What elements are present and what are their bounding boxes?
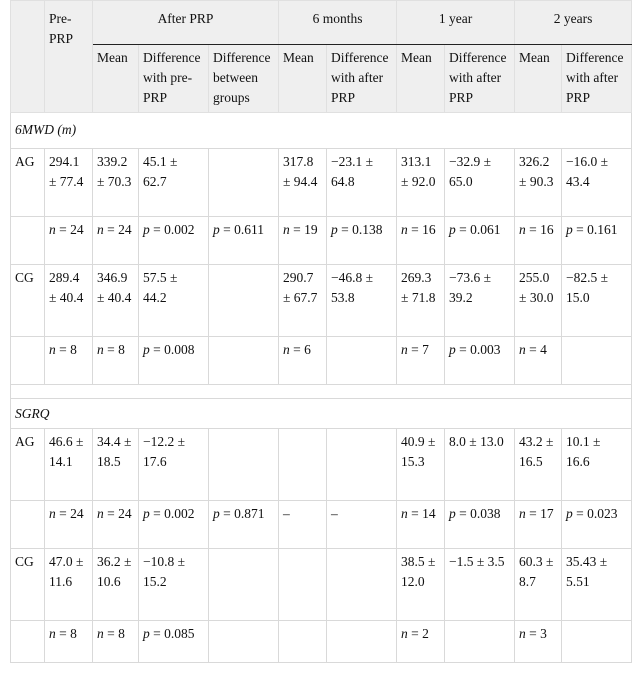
group-label xyxy=(11,501,45,549)
table-cell: p = 0.038 xyxy=(445,501,515,549)
header-pre-prp: Pre-PRP xyxy=(45,1,93,113)
table-cell xyxy=(209,429,279,501)
header-mean: Mean xyxy=(279,45,327,113)
table-cell: 317.8 ± 94.4 xyxy=(279,149,327,217)
table-cell: n = 6 xyxy=(279,337,327,385)
table-cell xyxy=(209,149,279,217)
table-cell: 294.1 ± 77.4 xyxy=(45,149,93,217)
header-diff-groups: Difference between groups xyxy=(209,45,279,113)
table-cell xyxy=(209,265,279,337)
table-cell: n = 24 xyxy=(45,501,93,549)
stat-symbol: n xyxy=(283,222,290,237)
table-cell: 45.1 ± 62.7 xyxy=(139,149,209,217)
table-cell: p = 0.161 xyxy=(562,217,632,265)
table-cell: p = 0.871 xyxy=(209,501,279,549)
table-cell: 269.3 ± 71.8 xyxy=(397,265,445,337)
table-cell: n = 16 xyxy=(515,217,562,265)
table-cell xyxy=(327,621,397,663)
table-cell: −1.5 ± 3.5 xyxy=(445,549,515,621)
table-cell: p = 0.023 xyxy=(562,501,632,549)
section-sgrq: SGRQ xyxy=(11,399,632,429)
table-cell xyxy=(209,337,279,385)
stat-symbol: p xyxy=(449,506,456,521)
table-cell: 34.4 ± 18.5 xyxy=(93,429,139,501)
table-cell: 60.3 ± 8.7 xyxy=(515,549,562,621)
group-label xyxy=(11,337,45,385)
stat-symbol: n xyxy=(97,342,104,357)
table-cell: 8.0 ± 13.0 xyxy=(445,429,515,501)
stat-symbol: p xyxy=(566,506,573,521)
table-cell: −12.2 ± 17.6 xyxy=(139,429,209,501)
header-diff-after: Difference with after PRP xyxy=(445,45,515,113)
stat-symbol: p xyxy=(143,626,150,641)
group-label xyxy=(11,217,45,265)
stat-symbol: n xyxy=(401,626,408,641)
table-cell: n = 8 xyxy=(45,337,93,385)
table-cell: 57.5 ± 44.2 xyxy=(139,265,209,337)
table-cell: n = 7 xyxy=(397,337,445,385)
stat-symbol: n xyxy=(49,342,56,357)
table-row xyxy=(11,217,632,265)
spacer-row xyxy=(11,385,632,399)
table-cell: p = 0.085 xyxy=(139,621,209,663)
stat-symbol: n xyxy=(283,342,290,357)
table-cell xyxy=(209,549,279,621)
table-cell: 10.1 ± 16.6 xyxy=(562,429,632,501)
stat-symbol: n xyxy=(97,506,104,521)
table-cell: p = 0.003 xyxy=(445,337,515,385)
table-row xyxy=(11,429,632,501)
table-cell: −32.9 ± 65.0 xyxy=(445,149,515,217)
table-cell xyxy=(562,621,632,663)
table-cell: 46.6 ± 14.1 xyxy=(45,429,93,501)
table-row xyxy=(11,265,632,337)
table-row xyxy=(11,337,632,385)
table-cell: n = 2 xyxy=(397,621,445,663)
table-cell xyxy=(327,337,397,385)
results-table xyxy=(10,0,632,663)
table-cell: 38.5 ± 12.0 xyxy=(397,549,445,621)
table-cell: −10.8 ± 15.2 xyxy=(139,549,209,621)
table-cell: – xyxy=(327,501,397,549)
stat-symbol: p xyxy=(449,342,456,357)
table-cell: 326.2 ± 90.3 xyxy=(515,149,562,217)
table-cell: p = 0.611 xyxy=(209,217,279,265)
stat-symbol: n xyxy=(49,506,56,521)
table-cell: 35.43 ± 5.51 xyxy=(562,549,632,621)
table-cell: p = 0.138 xyxy=(327,217,397,265)
table-cell: n = 19 xyxy=(279,217,327,265)
header-mean: Mean xyxy=(397,45,445,113)
table-cell xyxy=(209,621,279,663)
table-cell xyxy=(445,621,515,663)
stat-symbol: p xyxy=(566,222,573,237)
table-cell: −73.6 ± 39.2 xyxy=(445,265,515,337)
table-body xyxy=(11,113,632,663)
table-cell: p = 0.061 xyxy=(445,217,515,265)
table-cell: n = 3 xyxy=(515,621,562,663)
table-cell: 290.7 ± 67.7 xyxy=(279,265,327,337)
header-mean: Mean xyxy=(93,45,139,113)
table-cell: n = 16 xyxy=(397,217,445,265)
table-cell: 43.2 ± 16.5 xyxy=(515,429,562,501)
stat-symbol: n xyxy=(97,222,104,237)
header-after-prp: After PRP xyxy=(93,1,279,45)
table-cell: n = 8 xyxy=(93,621,139,663)
stat-symbol: p xyxy=(143,342,150,357)
table-cell xyxy=(279,549,327,621)
table-cell: −82.5 ± 15.0 xyxy=(562,265,632,337)
stat-symbol: n xyxy=(49,626,56,641)
corner-cell xyxy=(11,1,45,113)
table-cell: 313.1 ± 92.0 xyxy=(397,149,445,217)
table-cell xyxy=(327,549,397,621)
table-cell: 289.4 ± 40.4 xyxy=(45,265,93,337)
stat-symbol: n xyxy=(519,506,526,521)
stat-symbol: p xyxy=(143,222,150,237)
table-cell xyxy=(279,429,327,501)
stat-symbol: n xyxy=(519,342,526,357)
section-6mwd: 6MWD (m) xyxy=(11,113,632,149)
stat-symbol: n xyxy=(49,222,56,237)
stat-symbol: p xyxy=(213,506,220,521)
header-diff-after: Difference with after PRP xyxy=(562,45,632,113)
table-cell: n = 17 xyxy=(515,501,562,549)
header-1-year: 1 year xyxy=(397,1,515,45)
table-cell: −23.1 ± 64.8 xyxy=(327,149,397,217)
table-cell: n = 24 xyxy=(93,501,139,549)
table-cell: 339.2 ± 70.3 xyxy=(93,149,139,217)
stat-symbol: p xyxy=(143,506,150,521)
group-label: CG xyxy=(11,549,45,621)
group-label xyxy=(11,621,45,663)
table-cell: p = 0.002 xyxy=(139,217,209,265)
table-cell: 346.9 ± 40.4 xyxy=(93,265,139,337)
table-row xyxy=(11,149,632,217)
table-cell: −46.8 ± 53.8 xyxy=(327,265,397,337)
header-2-years: 2 years xyxy=(515,1,632,45)
header-6-months: 6 months xyxy=(279,1,397,45)
group-label: AG xyxy=(11,149,45,217)
group-label: CG xyxy=(11,265,45,337)
table-cell: 40.9 ± 15.3 xyxy=(397,429,445,501)
stat-symbol: n xyxy=(519,222,526,237)
stat-symbol: n xyxy=(401,222,408,237)
stat-symbol: p xyxy=(331,222,338,237)
table-row xyxy=(11,501,632,549)
table-cell: −16.0 ± 43.4 xyxy=(562,149,632,217)
table-cell: n = 8 xyxy=(45,621,93,663)
table-cell: n = 14 xyxy=(397,501,445,549)
table-cell: 255.0 ± 30.0 xyxy=(515,265,562,337)
table-row xyxy=(11,621,632,663)
stat-symbol: p xyxy=(213,222,220,237)
stat-symbol: p xyxy=(449,222,456,237)
stat-symbol: n xyxy=(401,506,408,521)
table-cell: 36.2 ± 10.6 xyxy=(93,549,139,621)
table-cell: n = 24 xyxy=(45,217,93,265)
table-cell: n = 4 xyxy=(515,337,562,385)
table-cell: n = 8 xyxy=(93,337,139,385)
table-cell xyxy=(279,621,327,663)
header-diff-after: Difference with after PRP xyxy=(327,45,397,113)
table-cell: 47.0 ± 11.6 xyxy=(45,549,93,621)
header-diff-pre: Difference with pre-PRP xyxy=(139,45,209,113)
stat-symbol: n xyxy=(401,342,408,357)
table-cell: p = 0.008 xyxy=(139,337,209,385)
table-cell: n = 24 xyxy=(93,217,139,265)
table-cell: – xyxy=(279,501,327,549)
group-label: AG xyxy=(11,429,45,501)
table-row xyxy=(11,549,632,621)
stat-symbol: n xyxy=(97,626,104,641)
table-cell xyxy=(562,337,632,385)
header-mean: Mean xyxy=(515,45,562,113)
table-cell xyxy=(327,429,397,501)
stat-symbol: n xyxy=(519,626,526,641)
table-cell: p = 0.002 xyxy=(139,501,209,549)
